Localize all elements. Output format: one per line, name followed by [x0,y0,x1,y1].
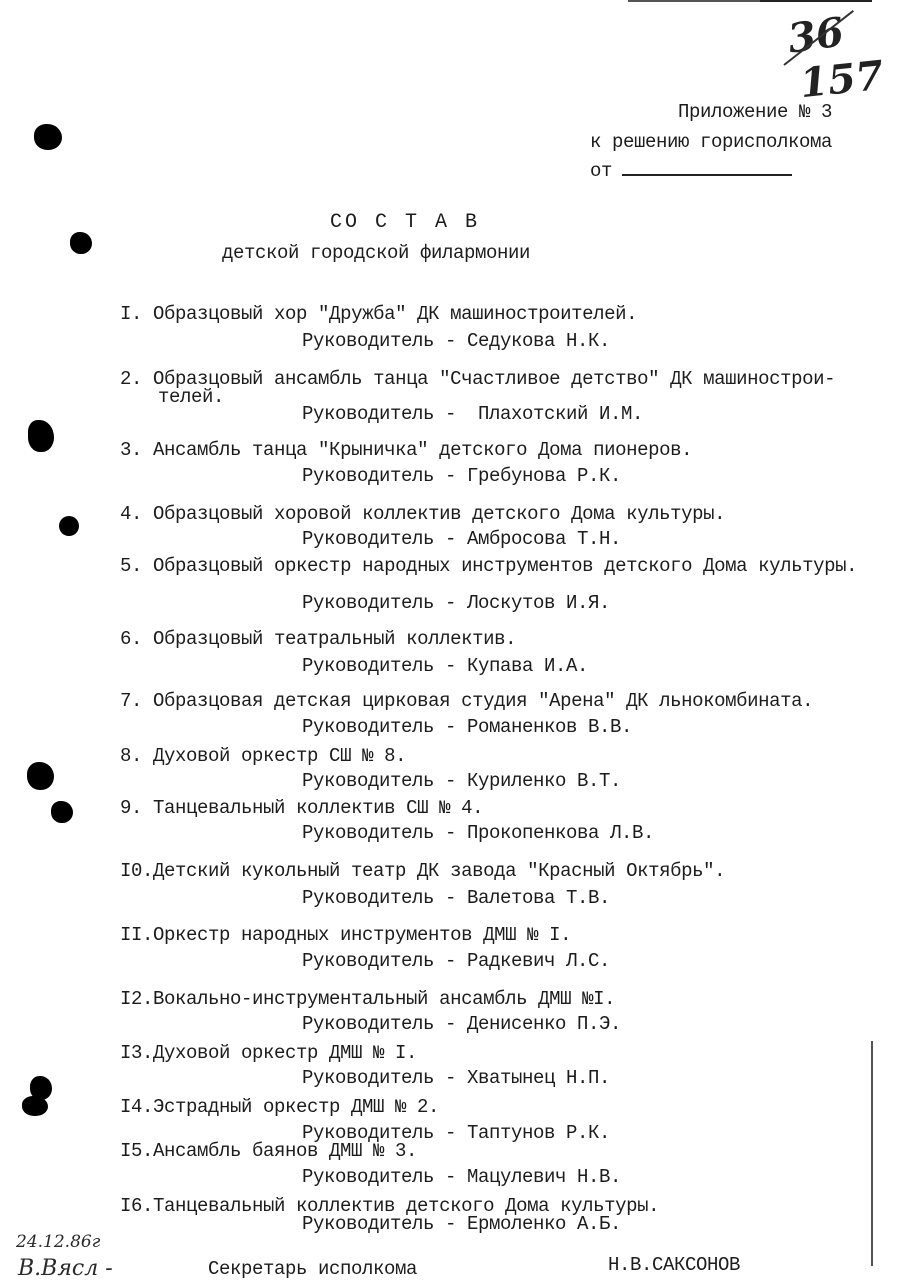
list-item-16-name: I6.Танцевальный коллектив детского Дома культуры. [120,1195,660,1217]
list-item-12-name: I2.Вокально-инструментальный ансамбль ДМШ №I. [120,988,616,1010]
list-item-4-leader: Руководитель - Амбросова Т.Н. [302,528,622,550]
list-item-13-leader: Руководитель - Хватынец Н.П. [302,1067,611,1089]
list-item-5-leader: Руководитель - Лоскутов И.Я. [302,592,611,614]
top-edge-rule-dark [760,0,872,2]
list-item-8-leader: Руководитель - Куриленко В.Т. [302,770,622,792]
list-item-7-name: 7. Образцовая детская цирковая студия "Арена" ДК льнокомбината. [120,690,814,712]
secretary-name: Н.В.САКСОНОВ [608,1254,741,1276]
date-blank-line [622,174,792,176]
list-item-7-leader: Руководитель - Романенков В.В. [302,716,633,738]
list-item-3-name: 3. Ансамбль танца "Крыничка" детского Дома пионеров. [120,439,693,461]
list-item-13-name: I3.Духовой оркестр ДМШ № I. [120,1042,418,1064]
punch-hole-mark [27,762,54,790]
list-item-6-leader: Руководитель - Купава И.А. [302,655,589,677]
list-item-2-name: 2. Образцовый ансамбль танца "Счастливое детство" ДК машинострои- [120,368,836,390]
handwritten-signature: В.Вясл - [18,1256,113,1281]
list-item-9-name: 9. Танцевальный коллектив СШ № 4. [120,797,484,819]
date-prefix: от [590,160,613,182]
list-item-11-leader: Руководитель - Радкевич Л.С. [302,950,611,972]
handwritten-date: 24.12.86г [16,1232,101,1252]
document-subtitle: детской городской филармонии [222,242,531,264]
list-item-15-name: I5.Ансамбль баянов ДМШ № 3. [120,1140,418,1162]
list-item-15-leader: Руководитель - Мацулевич Н.В. [302,1166,622,1188]
list-item-8-name: 8. Духовой оркестр СШ № 8. [120,745,407,767]
list-item-6-name: 6. Образцовый театральный коллектив. [120,628,517,650]
document-title: СО С Т А В [330,211,481,234]
list-item-1-name: I. Образцовый хор "Дружба" ДК машиностроителей. [120,303,638,325]
list-item-4-name: 4. Образцовый хоровой коллектив детского Дома культуры. [120,503,726,525]
punch-hole-mark [59,516,79,536]
appendix-label: Приложение № 3 [678,101,833,123]
decision-label: к решению горисполкома [590,131,833,153]
list-item-1-leader: Руководитель - Седукова Н.К. [302,330,611,352]
archive-number-upper: 36 [785,8,847,63]
punch-hole-mark [51,801,73,823]
punch-hole-mark [34,124,62,150]
punch-hole-mark [22,1096,48,1116]
punch-hole-mark [28,420,54,452]
list-item-14-leader: Руководитель - Таптунов Р.К. [302,1122,611,1144]
list-item-2-leader: Руководитель - Плахотский И.М. [302,403,644,425]
list-item-2-name-cont: телей. [158,386,225,408]
list-item-5-name: 5. Образцовый оркестр народных инструментов детского Дома культуры. [120,555,858,577]
list-item-14-name: I4.Эстрадный оркестр ДМШ № 2. [120,1096,440,1118]
secretary-label: Секретарь исполкома [208,1258,418,1280]
list-item-16-leader: Руководитель - Ермоленко А.Б. [302,1213,622,1235]
list-item-11-name: II.Оркестр народных инструментов ДМШ № I. [120,924,572,946]
list-item-3-leader: Руководитель - Гребунова Р.К. [302,465,622,487]
list-item-12-leader: Руководитель - Денисенко П.Э. [302,1013,622,1035]
list-item-10-leader: Руководитель - Валетова Т.В. [302,887,611,909]
list-item-10-name: I0.Детский кукольный театр ДК завода "Красный Октябрь". [120,860,726,882]
right-margin-rule [871,1041,873,1266]
list-item-9-leader: Руководитель - Прокопенкова Л.В. [302,822,655,844]
archive-number-lower: 157 [797,51,886,108]
punch-hole-mark [70,232,92,254]
